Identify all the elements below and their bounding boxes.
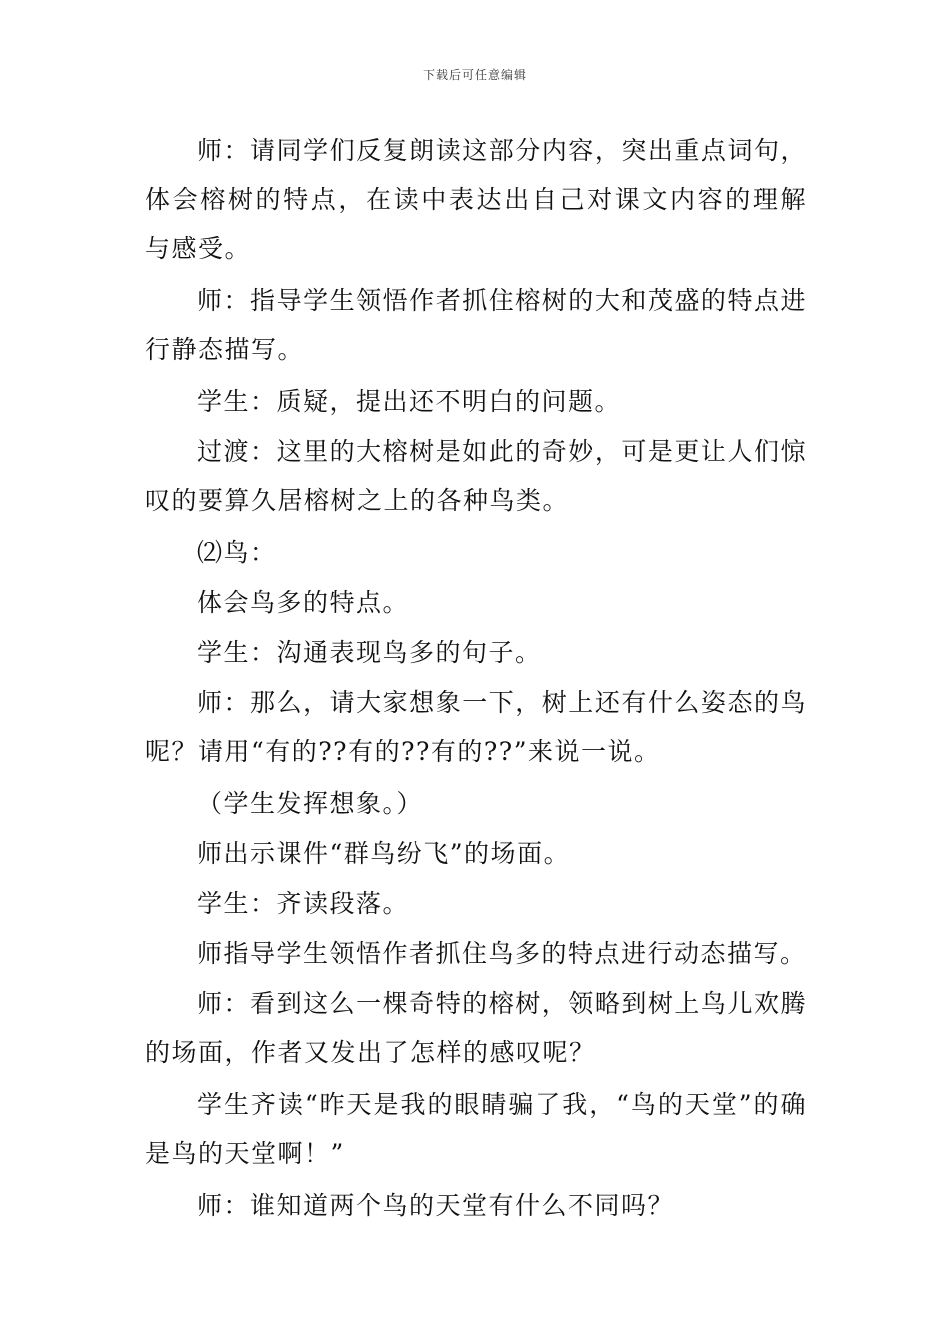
paragraph: 师：那么，请大家想象一下，树上还有什么姿态的鸟呢？请用“有的??有的??有的??”来说一说。: [145, 688, 807, 766]
paragraph: 学生齐读“昨天是我的眼睛骗了我，“鸟的天堂”的确是鸟的天堂啊！”: [145, 1090, 807, 1168]
paragraph: 学生：沟通表现鸟多的句子。: [197, 638, 542, 667]
paragraph: 学生：质疑，提出还不明白的问题。: [197, 387, 622, 416]
paragraph: （学生发挥想象。）: [197, 789, 424, 818]
document-body: [145, 126, 807, 1231]
paragraph: 师：请同学们反复朗读这部分内容，突出重点词句，体会榕树的特点，在读中表达出自己对课文内容的理解与感受。: [145, 136, 807, 263]
header-note: 下载后可任意编辑: [422, 68, 527, 82]
paragraph: 学生：齐读段落。: [197, 889, 410, 918]
paragraph: 师：指导学生领悟作者抓住榕树的大和茂盛的特点进行静态描写。: [145, 286, 807, 364]
paragraph: 师：看到这么一棵奇特的榕树，领略到树上鸟儿欢腾的场面，作者又发出了怎样的感叹呢？: [145, 989, 807, 1067]
paragraph: 师：谁知道两个鸟的天堂有什么不同吗？: [197, 1191, 675, 1220]
paragraph: 师指导学生领悟作者抓住鸟多的特点进行动态描写。: [197, 939, 807, 968]
paragraph: 体会鸟多的特点。: [197, 588, 410, 617]
paragraph: ⑵鸟：: [197, 538, 277, 567]
paragraph: 师出示课件“群鸟纷飞”的场面。: [197, 839, 571, 868]
paragraph: 过渡：这里的大榕树是如此的奇妙，可是更让人们惊叹的要算久居榕树之上的各种鸟类。: [145, 437, 807, 515]
